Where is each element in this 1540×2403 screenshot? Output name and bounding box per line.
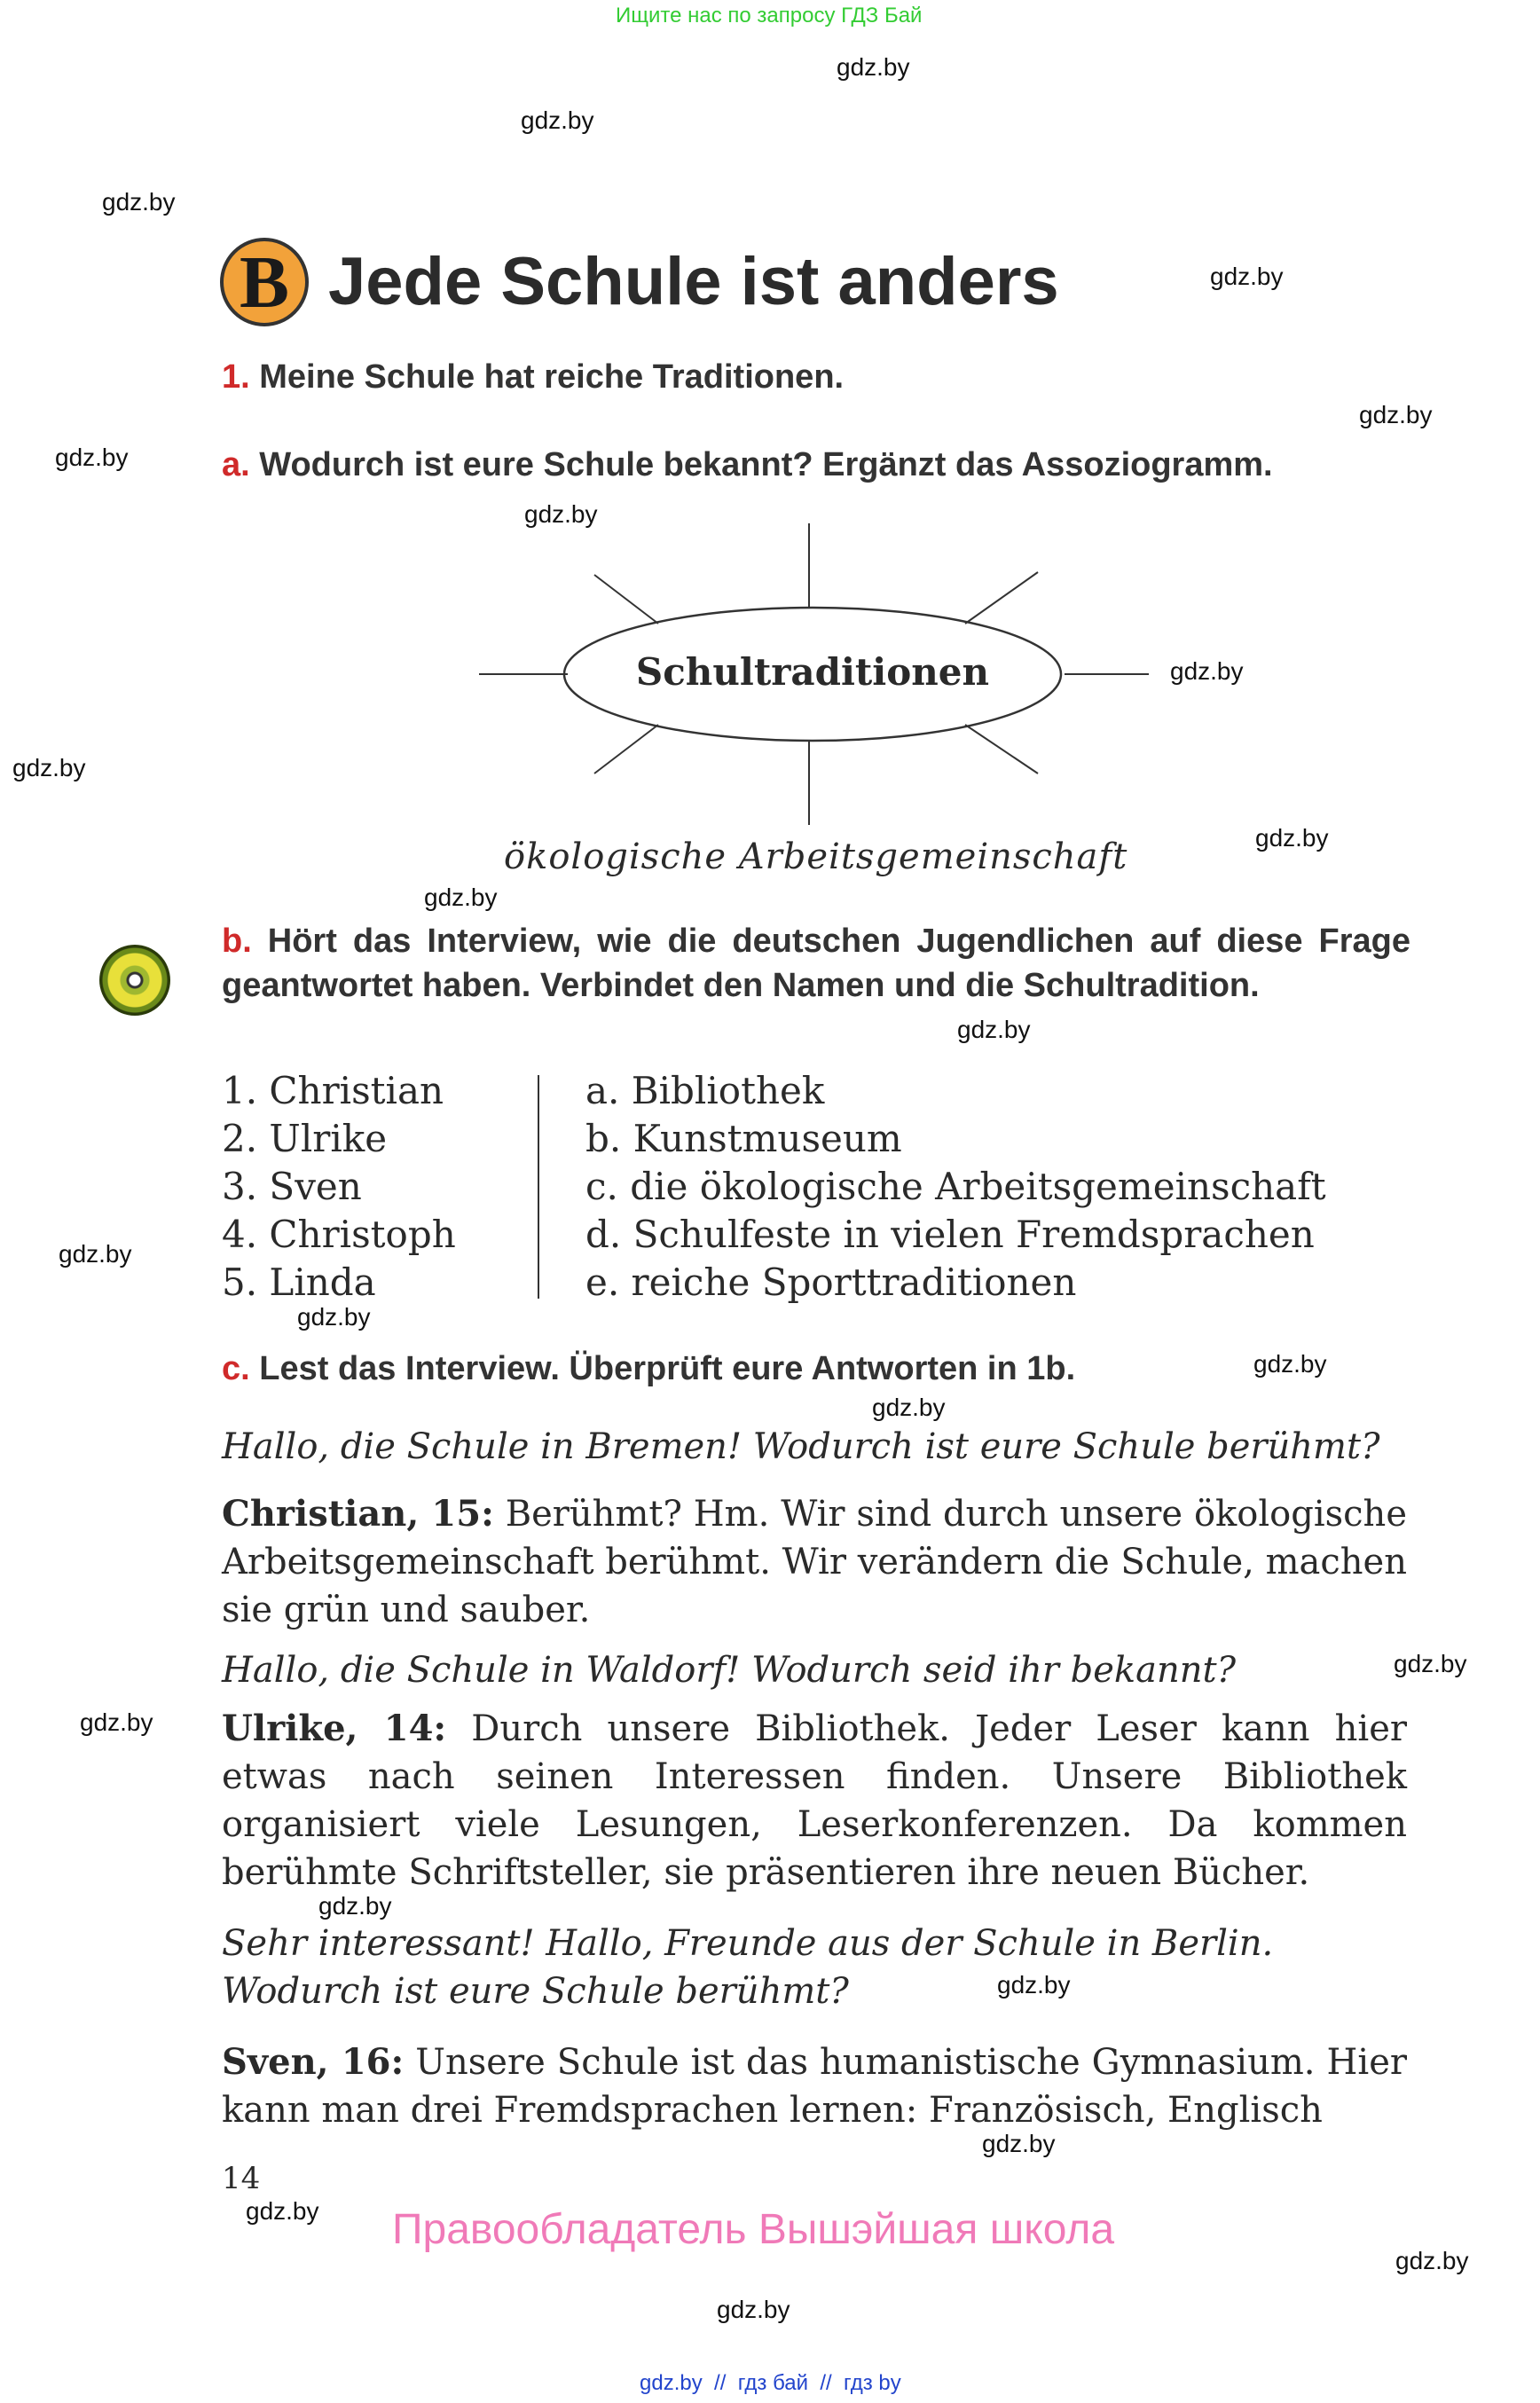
site-watermark: gdz.by <box>55 444 129 471</box>
diagram-spoke <box>594 575 658 624</box>
site-watermark: gdz.by <box>246 2197 319 2225</box>
task-letter: b. <box>222 923 252 960</box>
list-item: d. Schulfeste in vielen Fremdsprachen <box>585 1213 1315 1256</box>
traditions-list <box>585 1067 1326 1307</box>
names-list <box>222 1067 456 1307</box>
diagram-center-label: Schultraditionen <box>635 650 990 694</box>
site-watermark: gdz.by <box>1395 2247 1469 2274</box>
list-item: b. Kunstmuseum <box>585 1117 902 1160</box>
site-watermark: gdz.by <box>837 53 910 81</box>
task-text: Lest das Interview. Überprüft eure Antworten in 1b. <box>259 1350 1076 1387</box>
interview-question: Hallo, die Schule in Bremen! Wodurch ist eure Schule berühmt? <box>222 1426 1380 1467</box>
task-letter: a. <box>222 446 250 483</box>
task-number: 1. <box>222 358 250 396</box>
task-b-heading <box>222 919 1410 1008</box>
answer-text: Berühmt? Hm. Wir sind durch unsere ökologische Arbeitsgemeinschaft berühmt. Wir verändern die Schule, machen sie grün und sauber. <box>222 1494 1407 1630</box>
list-item: e. reiche Sporttraditionen <box>585 1260 1077 1304</box>
site-watermark: gdz.by <box>59 1240 132 1268</box>
interview-answer <box>222 1705 1407 1896</box>
site-watermark: gdz.by <box>872 1394 946 1421</box>
task-text: Meine Schule hat reiche Traditionen. <box>259 358 845 396</box>
task-text: Wodurch ist eure Schule bekannt? Ergänzt das Assoziogramm. <box>259 446 1273 483</box>
audio-cd-icon <box>99 945 170 1016</box>
list-item: c. die ökologische Arbeitsgemeinschaft <box>585 1165 1326 1208</box>
list-item: 3. Sven <box>222 1165 362 1208</box>
diagram-example: ökologische Arbeitsgemeinschaft <box>504 836 1128 877</box>
interview-question: Hallo, die Schule in Waldorf! Wodurch seid ihr bekannt? <box>222 1650 1237 1691</box>
site-watermark: gdz.by <box>997 1971 1071 1999</box>
site-watermark: gdz.by <box>1170 657 1244 685</box>
site-watermark: gdz.by <box>1359 401 1433 428</box>
site-watermark: gdz.by <box>1394 1650 1467 1677</box>
section-badge-letter: B <box>239 241 290 324</box>
site-watermark: gdz.by <box>1253 1350 1327 1378</box>
page-number: 14 <box>222 2161 261 2196</box>
site-watermark: gdz.by <box>80 1708 153 1736</box>
site-watermark: gdz.by <box>12 754 86 781</box>
answer-text: Durch unsere Bibliothek. Jeder Leser kann hier etwas nach seinen Interessen finden. Unsere Bibliothek organisiert viele Lesungen, Leserkonferenzen. Da kommen berühmte Schriftsteller, sie präsentieren ihre neuen Bücher. <box>222 1708 1407 1893</box>
site-watermark: gdz.by <box>717 2296 790 2323</box>
task-1-heading <box>222 358 844 397</box>
list-item: 2. Ulrike <box>222 1117 388 1160</box>
task-letter: c. <box>222 1350 250 1387</box>
list-item: 4. Christoph <box>222 1213 456 1256</box>
list-item: 1. Christian <box>222 1069 444 1112</box>
task-c-heading <box>222 1350 1075 1388</box>
site-watermark: gdz.by <box>957 1016 1031 1043</box>
diagram-spoke <box>594 725 658 774</box>
interview-answer <box>222 2038 1407 2134</box>
speaker-name: Christian, 15: <box>222 1493 494 1535</box>
site-watermark: gdz.by <box>297 1303 371 1331</box>
list-divider <box>538 1075 539 1299</box>
page-title: Jede Schule ist anders <box>328 244 1059 319</box>
site-watermark: gdz.by <box>982 2130 1056 2157</box>
speaker-name: Ulrike, 14: <box>222 1708 447 1749</box>
answer-text: Unsere Schule ist das humanistische Gymnasium. Hier kann man drei Fremdsprachen lernen: Französisch, Englisch <box>222 2042 1407 2131</box>
site-watermark: gdz.by <box>1255 824 1329 852</box>
site-watermark: gdz.by <box>424 883 498 911</box>
interview-question: Sehr interessant! Hallo, Freunde aus der Schule in Berlin. Wodurch ist eure Schule berühmt? <box>222 1923 1274 2012</box>
diagram-spoke <box>965 725 1038 774</box>
interview-answer <box>222 1490 1407 1634</box>
site-watermark: gdz.by <box>318 1892 392 1920</box>
diagram-spoke <box>965 572 1038 624</box>
task-a-heading <box>222 446 1273 484</box>
site-watermark: gdz.by <box>524 500 598 528</box>
site-watermark: gdz.by <box>521 106 594 134</box>
site-watermark: gdz.by <box>1210 263 1284 290</box>
site-watermark: gdz.by <box>102 188 176 216</box>
top-search-watermark: Ищите нас по запросу ГДЗ Бай <box>616 4 923 27</box>
task-text: Hört das Interview, wie die deutschen Jugendlichen auf diese Frage geantwortet haben. Verbindet den Namen und die Schultradition. <box>222 923 1410 1004</box>
list-item: 5. Linda <box>222 1260 376 1304</box>
section-badge <box>220 238 309 326</box>
copyright-notice: Правообладатель Вышэйшая школа <box>392 2206 1115 2253</box>
footer-links[interactable]: gdz.by // гдз бай // гдз by <box>640 2371 901 2395</box>
speaker-name: Sven, 16: <box>222 2041 405 2083</box>
list-item: a. Bibliothek <box>585 1069 825 1112</box>
